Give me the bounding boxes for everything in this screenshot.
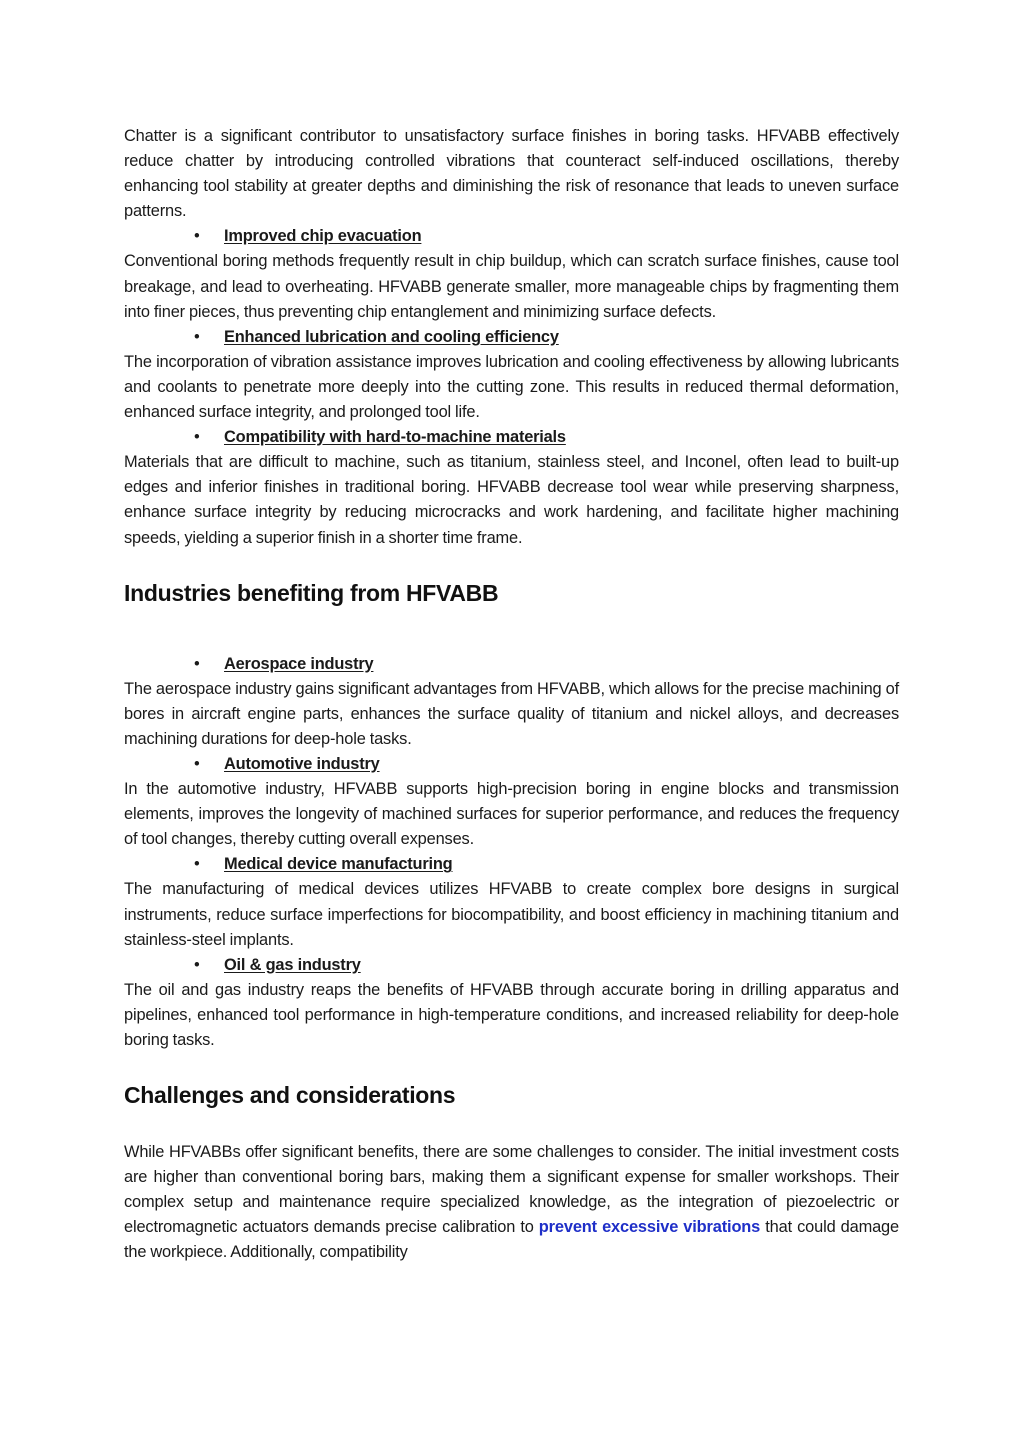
challenges-paragraph: [124, 1140, 899, 1265]
benefit-paragraph: The incorporation of vibration assistance improves lubrication and cooling effectiveness by allowing lubricants and coolants to penetrate more deeply into the cutting zone. This results in reduced thermal deformation, enhanced surface integrity, and prolonged tool life.: [124, 352, 899, 422]
bullet-item-lubrication: [124, 325, 899, 350]
bullet-dot-icon: •: [194, 654, 200, 673]
bullet-title: Improved chip evacuation: [224, 227, 422, 246]
section-heading-challenges: Challenges and considerations: [124, 1082, 456, 1109]
bullet-title: Oil & gas industry: [224, 955, 361, 974]
bullet-dot-icon: •: [194, 754, 200, 773]
bullet-item-chip-evacuation: [124, 224, 899, 249]
bullet-title: Compatibility with hard-to-machine materials: [224, 428, 566, 447]
prevent-excessive-vibrations-link[interactable]: prevent excessive vibrations: [538, 1218, 761, 1237]
bullet-item-hard-materials: [124, 425, 899, 450]
bullet-dot-icon: •: [194, 227, 200, 246]
bullet-dot-icon: •: [194, 327, 200, 346]
benefit-paragraph: Materials that are difficult to machine, such as titanium, stainless steel, and Inconel, often lead to built-up edges and inferior finishes in traditional boring. HFVABB decrease tool wear while preserving sharpness, enhance surface integrity by reducing microcracks and work hardening, and facilitate higher machining speeds, yielding a superior finish in a shorter time frame.: [124, 453, 899, 547]
bullet-title: Medical device manufacturing: [224, 855, 453, 874]
bullet-title: Aerospace industry: [224, 654, 374, 673]
bullet-item-medical: [124, 852, 899, 877]
bullet-item-oil-gas: [124, 953, 899, 978]
bullet-dot-icon: •: [194, 428, 200, 447]
industry-paragraph: In the automotive industry, HFVABB supports high-precision boring in engine blocks and transmission elements, improves the longevity of machined surfaces for superior performance, and reduces the frequency of tool changes, thereby cutting overall expenses.: [124, 780, 899, 849]
industry-paragraph: The aerospace industry gains significant advantages from HFVABB, which allows for the precise machining of bores in aircraft engine parts, enhances the surface quality of titanium and nickel alloys, and decreases machining durations for deep-hole tasks.: [124, 679, 899, 748]
document-page: [124, 124, 899, 1266]
bullet-dot-icon: •: [194, 855, 200, 874]
challenges-text-before-link: While HFVABBs offer significant benefits, there are some challenges to consider. The initial investment costs are higher than conventional boring bars, making them a significant expense for smaller workshops. Their complex setup and maintenance require specialized knowledge, as the integration of piezoelectric or electromagnetic actuators demands precise calibration to: [124, 1143, 899, 1237]
bullet-title: Enhanced lubrication and cooling efficiency: [224, 327, 559, 346]
benefit-paragraph: Conventional boring methods frequently result in chip buildup, which can scratch surface finishes, cause tool breakage, and lead to overheating. HFVABB generate smaller, more manageable chips by fragmenting them into finer pieces, thus preventing chip entanglement and minimizing surface defects.: [124, 252, 899, 321]
bullet-item-automotive: [124, 752, 899, 777]
section-heading-industries: Industries benefiting from HFVABB: [124, 579, 499, 606]
industry-paragraph: The manufacturing of medical devices utilizes HFVABB to create complex bore designs in surgical instruments, reduce surface imperfections for biocompatibility, and boost efficiency in machining titanium and stainless-steel implants.: [124, 880, 899, 949]
bullet-title: Automotive industry: [224, 754, 380, 773]
bullet-dot-icon: •: [194, 955, 200, 974]
intro-paragraph: Chatter is a significant contributor to unsatisfactory surface finishes in boring tasks. HFVABB effectively reduce chatter by introducing controlled vibrations that counteract self-induced oscillations, thereby enhancing tool stability at greater depths and diminishing the risk of resonance that leads to uneven surface patterns.: [124, 127, 899, 221]
industry-paragraph: The oil and gas industry reaps the benefits of HFVABB through accurate boring in drilling apparatus and pipelines, enhanced tool performance in high-temperature conditions, and increased reliability for deep-hole boring tasks.: [124, 980, 899, 1049]
challenges-text-after-link: that could damage the workpiece. Additionally, compatibility: [124, 1218, 899, 1262]
bullet-item-aerospace: [124, 652, 899, 677]
